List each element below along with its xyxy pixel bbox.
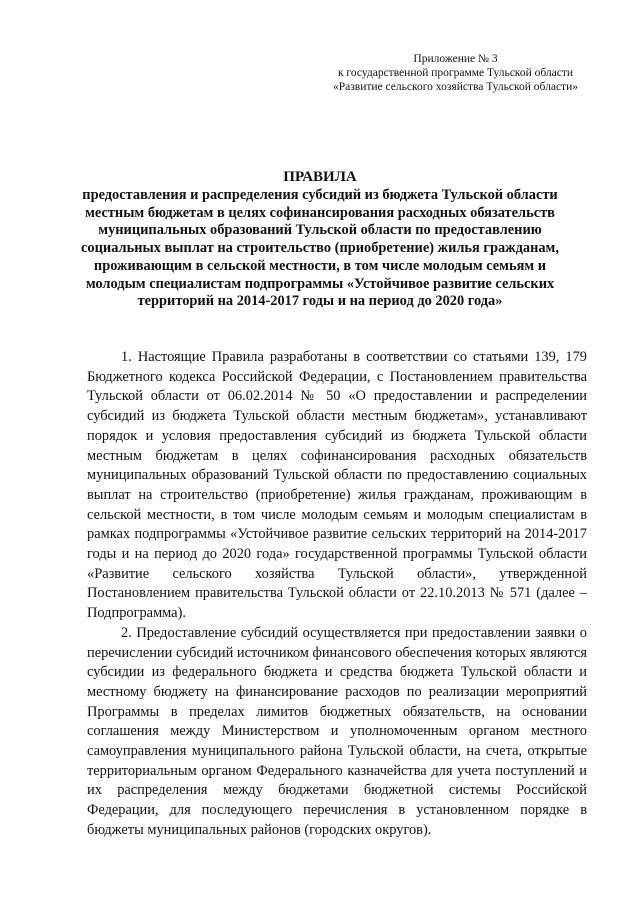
document-body (87, 348, 587, 841)
appendix-header (333, 52, 578, 94)
document-subtitle: предоставления и распределения субсидий из бюджета Тульской области местным бюджетам в целях софинансирования расходных обязательств муниципальных образований Тульской области по предоставлению социальных выплат на строительство (приобретение) жилья гражданам, проживающим в сельской местности, в том числе молодым семьям и молодым специалистам подпрограммы «Устойчивое развитие сельских территорий на 2014-2017 годы и на период до 2020 года» (81, 187, 559, 310)
paragraph-2: 2. Предоставление субсидий осуществляется при предоставлении заявки о перечислении субсидий источником финансового обеспечения которых являются субсидии из федерального бюджета и средства бюджета Тульской области и местному бюджету на финансирование расходов по реализации мероприятий Программы в пределах лимитов бюджетных обязательств, на основании соглашения между Министерством и уполномоченным органом местного самоуправления муниципального района Тульской области, на счета, открытые территориальным органом Федерального казначейства для учета поступлений и их распределения между бюджетами бюджетной системы Российской Федерации, для последующего перечисления в установленном порядке в бюджеты муниципальных районов (городских округов). (87, 624, 587, 838)
document-title-block (80, 168, 560, 311)
appendix-program-ref: к государственной программе Тульской области (337, 67, 574, 79)
appendix-number: Приложение № 3 (413, 53, 498, 65)
appendix-program-name: «Развитие сельского хозяйства Тульской области» (333, 81, 578, 93)
paragraph-1: 1. Настоящие Правила разработаны в соответствии со статьями 139, 179 Бюджетного кодекса Российской Федерации, с Постановлением правительства Тульской области от 06.02.2014 № 50 «О предоставлении и распределении субсидий из бюджета Тульской области местным бюджетам», устанавливают порядок и условия предоставления субсидий из бюджета Тульской области местным бюджетам в целях софинансирования расходных обязательств муниципальных образований Тульской области по предоставлению социальных выплат на строительство (приобретение) жилья гражданам, проживающим в сельской местности, в том числе молодым семьям и молодым специалистам в рамках подпрограммы «Устойчивое развитие сельских территорий на 2014-2017 годы и на период до 2020 года» государственной программы Тульской области «Развитие сельского хозяйства Тульской области», утвержденной Постановлением правительства Тульской области от 22.10.2013 № 571 (далее – Подпрограмма). (87, 349, 587, 622)
document-title: ПРАВИЛА (283, 169, 357, 185)
